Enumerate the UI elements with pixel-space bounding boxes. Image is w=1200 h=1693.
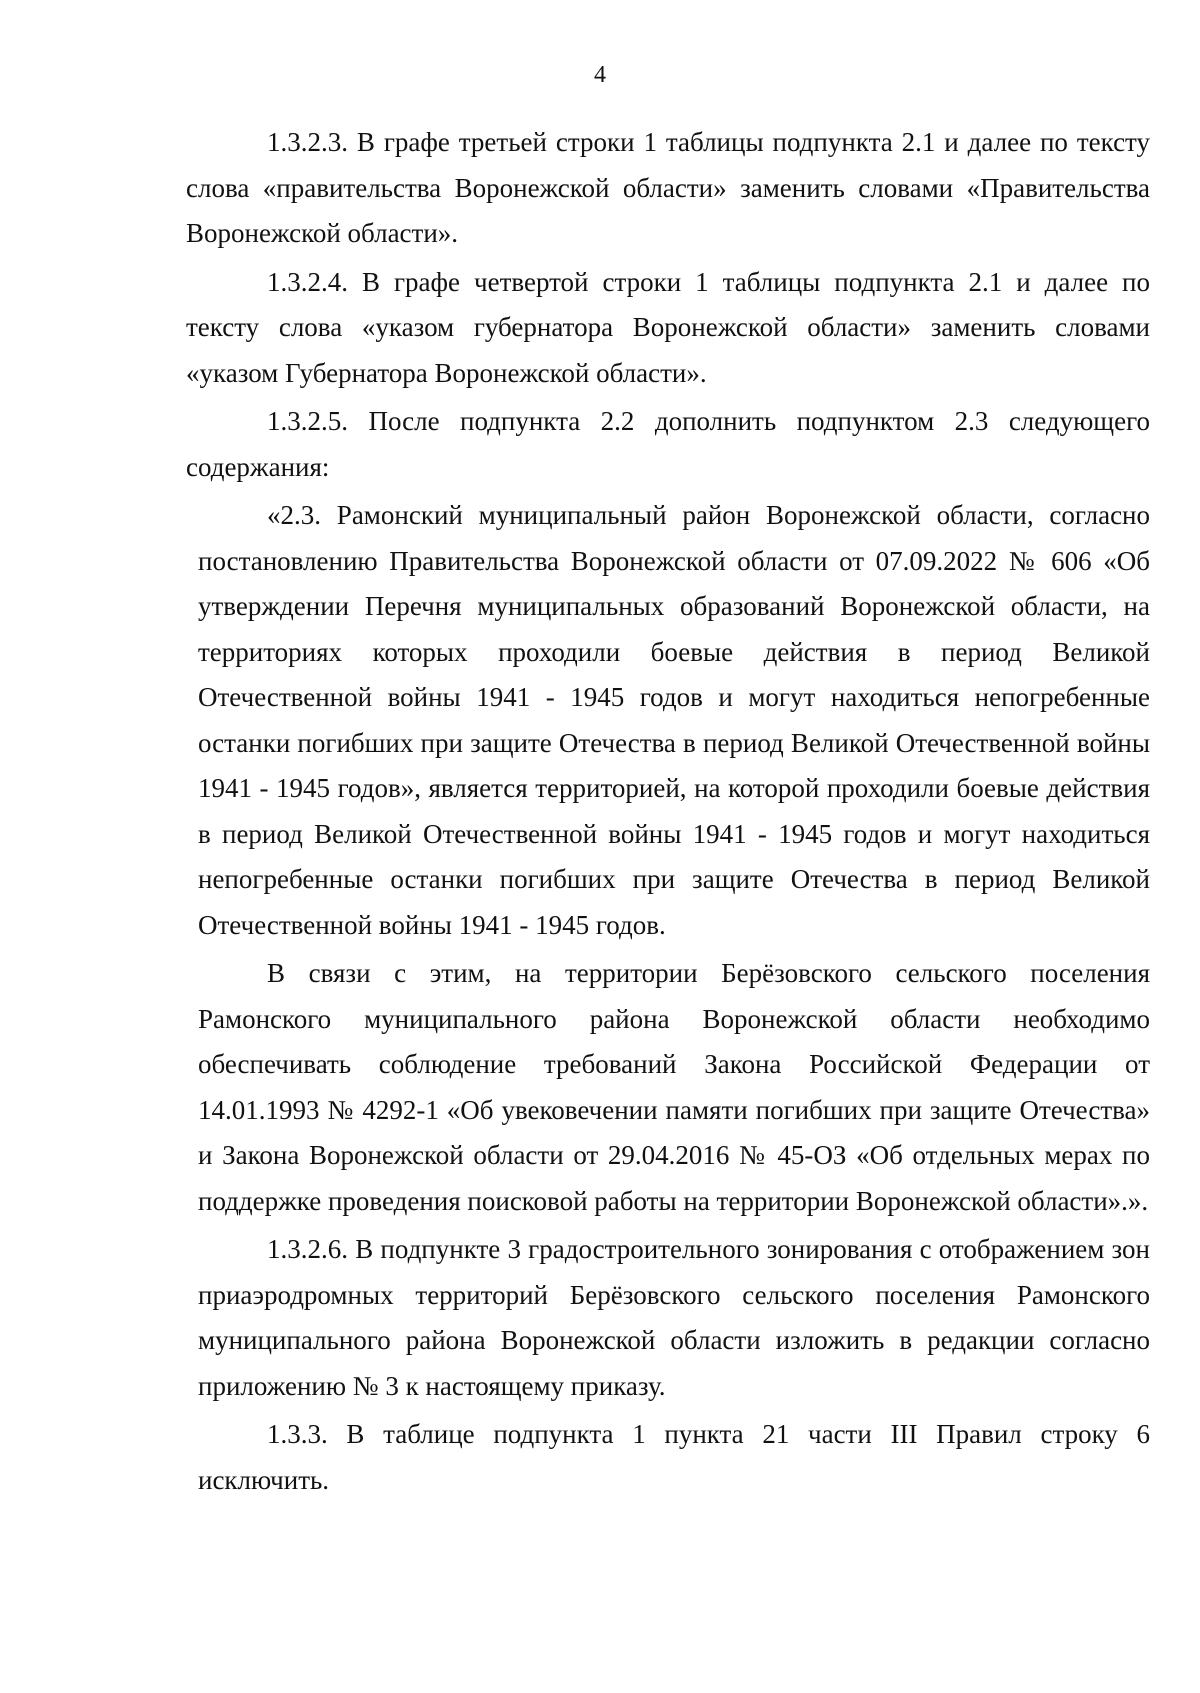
page-number: 4 <box>594 62 606 88</box>
paragraph-quote-2-3: «2.3. Рамонский муниципальный район Воронежской области, согласно постановлению Правительства Воронежской области от 07.09.2022 № 606 «Об утверждении Перечня муниципальных образований Воронежской области, на территориях которых проходили боевые действия в период Великой Отечественной войны 1941 - 1945 годов и могут находиться непогребенные останки погибших при защите Отечества в период Великой Отечественной войны 1941 - 1945 годов», является территорией, на которой проходили боевые действия в период Великой Отечественной войны 1941 - 1945 годов и могут находиться непогребенные останки погибших при защите Отечества в период Великой Отечественной войны 1941 - 1945 годов. <box>198 500 1150 940</box>
paragraph-1-3-2-6: 1.3.2.6. В подпункте 3 градостроительного зонирования с отображением зон приаэродромных территорий Берёзовского сельского поселения Рамонского муниципального района Воронежской области изложить в редакции согласно приложению № 3 к настоящему приказу. <box>198 1234 1150 1401</box>
paragraph-1-3-2-3: 1.3.2.3. В графе третьей строки 1 таблицы подпункта 2.1 и далее по тексту слова «правительства Воронежской области» заменить словами «Правительства Воронежской области». <box>186 127 1150 248</box>
document-body <box>186 120 1150 1506</box>
paragraph-quote-continuation: В связи с этим, на территории Берёзовского сельского поселения Рамонского муниципального района Воронежской области необходимо обеспечивать соблюдение требований Закона Российской Федерации от 14.01.1993 № 4292-1 «Об увековечении памяти погибших при защите Отечества» и Закона Воронежской области от 29.04.2016 № 45-ОЗ «Об отдельных мерах по поддержке проведения поисковой работы на территории Воронежской области».». <box>198 958 1150 1216</box>
paragraph-1-3-3: 1.3.3. В таблице подпункта 1 пункта 21 части III Правил строку 6 исключить. <box>198 1419 1150 1495</box>
paragraph-1-3-2-4: 1.3.2.4. В графе четвертой строки 1 таблицы подпункта 2.1 и далее по тексту слова «указом губернатора Воронежской области» заменить словами «указом Губернатора Воронежской области». <box>186 266 1150 388</box>
paragraph-1-3-2-5: 1.3.2.5. После подпункта 2.2 дополнить подпунктом 2.3 следующего содержания: <box>186 406 1150 482</box>
